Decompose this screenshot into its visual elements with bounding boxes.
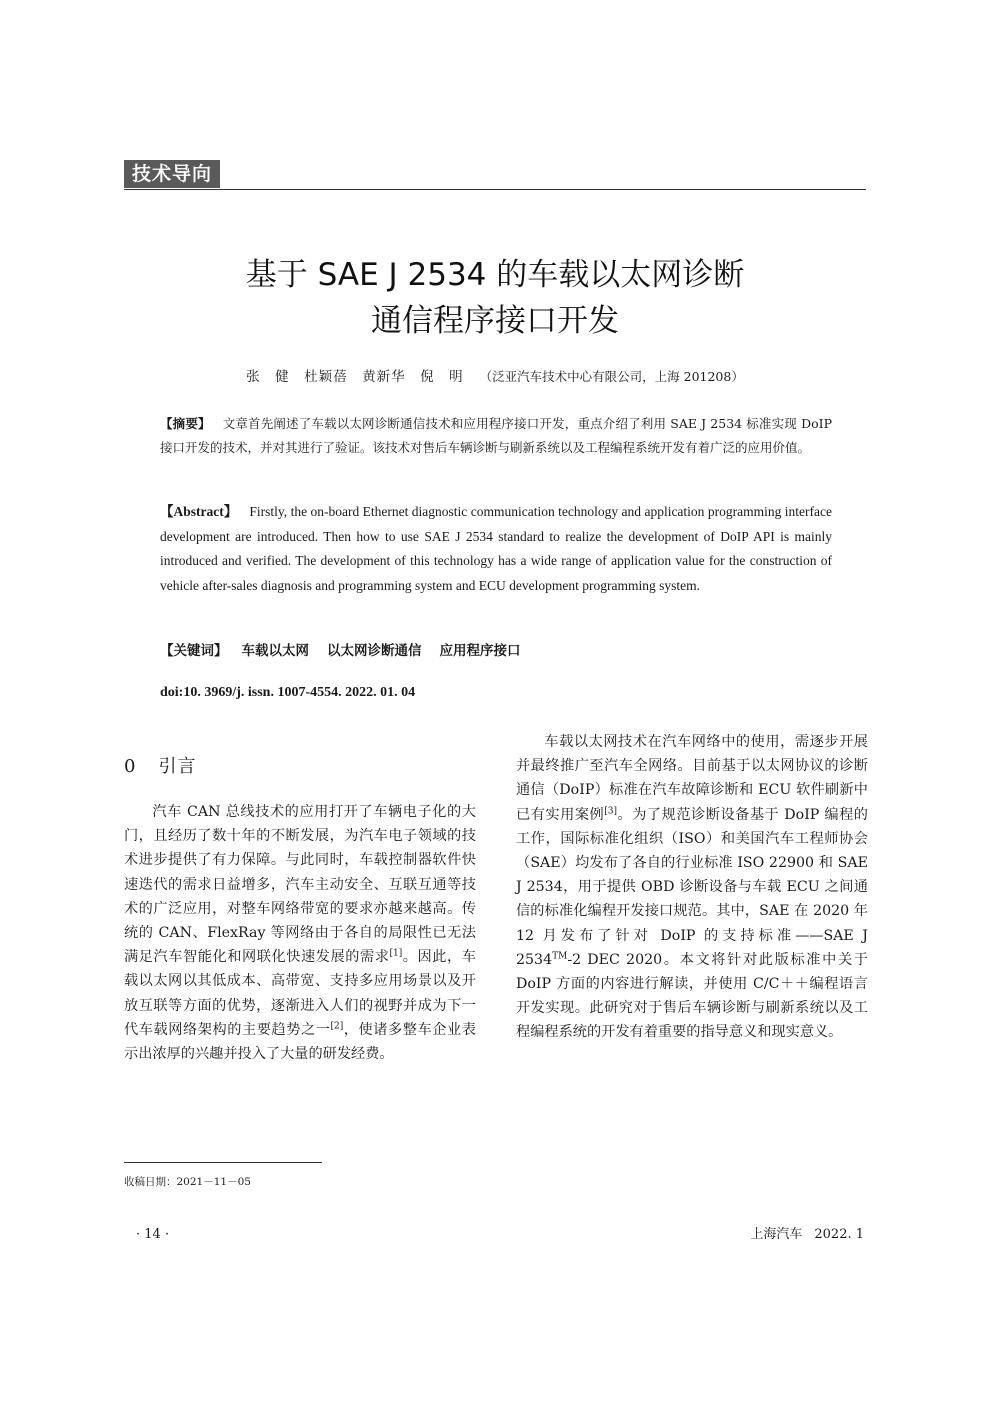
author-line [124, 366, 866, 388]
body-column-left [124, 800, 476, 1066]
page-number: · 14 · [136, 1227, 170, 1242]
title-line-1: 基于 SAE J 2534 的车载以太网诊断 [245, 257, 745, 293]
abstract-en-label: 【Abstract】 [160, 504, 238, 519]
keyword-item: 车载以太网 [241, 643, 309, 659]
abstract-cn-text: 文章首先阐述了车载以太网诊断通信技术和应用程序接口开发，重点介绍了利用 SAE J 2534 标准实现 DoIP 接口开发的技术，并对其进行了验证。该技术对售后车辆诊断与刷新系统以及工程编程系统开发有着广泛的应用价值。 [160, 416, 832, 455]
citation: [1] [389, 948, 403, 959]
header-rule [124, 189, 866, 190]
citation: [3] [604, 805, 617, 816]
title-line-2: 通信程序接口开发 [371, 303, 619, 339]
journal-name: 上海汽车 [750, 1227, 803, 1242]
body-paragraph [516, 730, 868, 1045]
author-names: 张 健 杜颖蓓 黄新华 倪 明 [246, 369, 464, 385]
footnote-received-date: 收稿日期：2021－11－05 [124, 1176, 251, 1188]
keyword-item: 以太网诊断通信 [327, 643, 422, 659]
body-paragraph [124, 800, 476, 1066]
section-heading [124, 754, 464, 780]
text-run: 车载以太网技术在汽车网络中的使用，需逐步开展并最终推广至汽车全网络。目前基于以太网协议的诊断通信（DoIP）标准在汽车故障诊断和 ECU 软件刷新中已有实用案例 [516, 734, 868, 823]
text-run: 。为了规范诊断设备基于 DoIP 编程的工作，国际标准化组织（ISO）和美国汽车工程师协会（SAE）均发布了各自的行业标准 ISO 22900 和 SAE J 2534，用于提供 OBD 诊断设备与车载 ECU 之间通信的标准化编程开发接口规范。其中，SAE 在 2020 年 12 月发布了针对 DoIP 的支持标准——SAE J 2534 [516, 806, 868, 968]
journal-issue: 2022. 1 [814, 1227, 864, 1242]
text-run: -2 DEC 2020。本文将针对此版标准中关于 DoIP 方面的内容进行解读，并使用 C/C＋＋编程语言开发实现。此研究对于售后车辆诊断与刷新系统以及工程编程系统的开发有着重要的指导意义和现实意义。 [516, 951, 868, 1041]
section-number: 0 [124, 756, 137, 777]
article-title [124, 252, 866, 344]
text-run: 。因此，车载以太网以其低成本、高带宽、支持多应用场景以及开放互联等方面的优势，逐渐进入人们的视野并成为下一代车载网络架构的主要趋势之一 [124, 949, 476, 1038]
keyword-item: 应用程序接口 [439, 643, 521, 659]
text-run: ，使诸多整车企业表示出浓厚的兴趣并投入了大量的研发经费。 [124, 1021, 476, 1063]
footnote-rule [124, 1162, 322, 1163]
citation: [2] [330, 1021, 344, 1032]
text-run: 汽车 CAN 总线技术的应用打开了车辆电子化的大门，且经历了数十年的不断发展，为汽车电子领域的技术进步提供了有力保障。与此同时，车载控制器软件快速迭代的需求日益增多，汽车主动安全、互联互通等技术的广泛应用，对整车网络带宽的要求亦越来越高。传统的 CAN、FlexRay 等网络由于各自的局限性已无法满足汽车智能化和网联化快速发展的需求 [124, 804, 476, 966]
body-column-right [516, 730, 868, 1045]
keywords-label: 【关键词】 [160, 643, 228, 659]
abstract-chinese [160, 412, 832, 460]
abstract-en-text: Firstly, the on-board Ethernet diagnostic communication technology and application programming interface development are introduced. Then how to use SAE J 2534 standard to realize the development of DoIP API is mainly introduced and verified. The development of this technology has a wide range of application value for the construction of vehicle after-sales diagnosis and programming system and ECU development programming system. [160, 504, 832, 593]
author-affiliation: （泛亚汽车技术中心有限公司，上海 201208） [479, 369, 744, 384]
journal-footer [750, 1226, 864, 1244]
trademark: TM [552, 951, 568, 962]
doi: doi:10. 3969/j. issn. 1007-4554. 2022. 01. 04 [160, 685, 416, 700]
section-tag: 技术导向 [124, 160, 220, 188]
abstract-english [160, 500, 832, 598]
keywords [160, 640, 832, 662]
abstract-cn-label: 【摘要】 [160, 416, 211, 431]
section-title: 引言 [158, 756, 197, 777]
